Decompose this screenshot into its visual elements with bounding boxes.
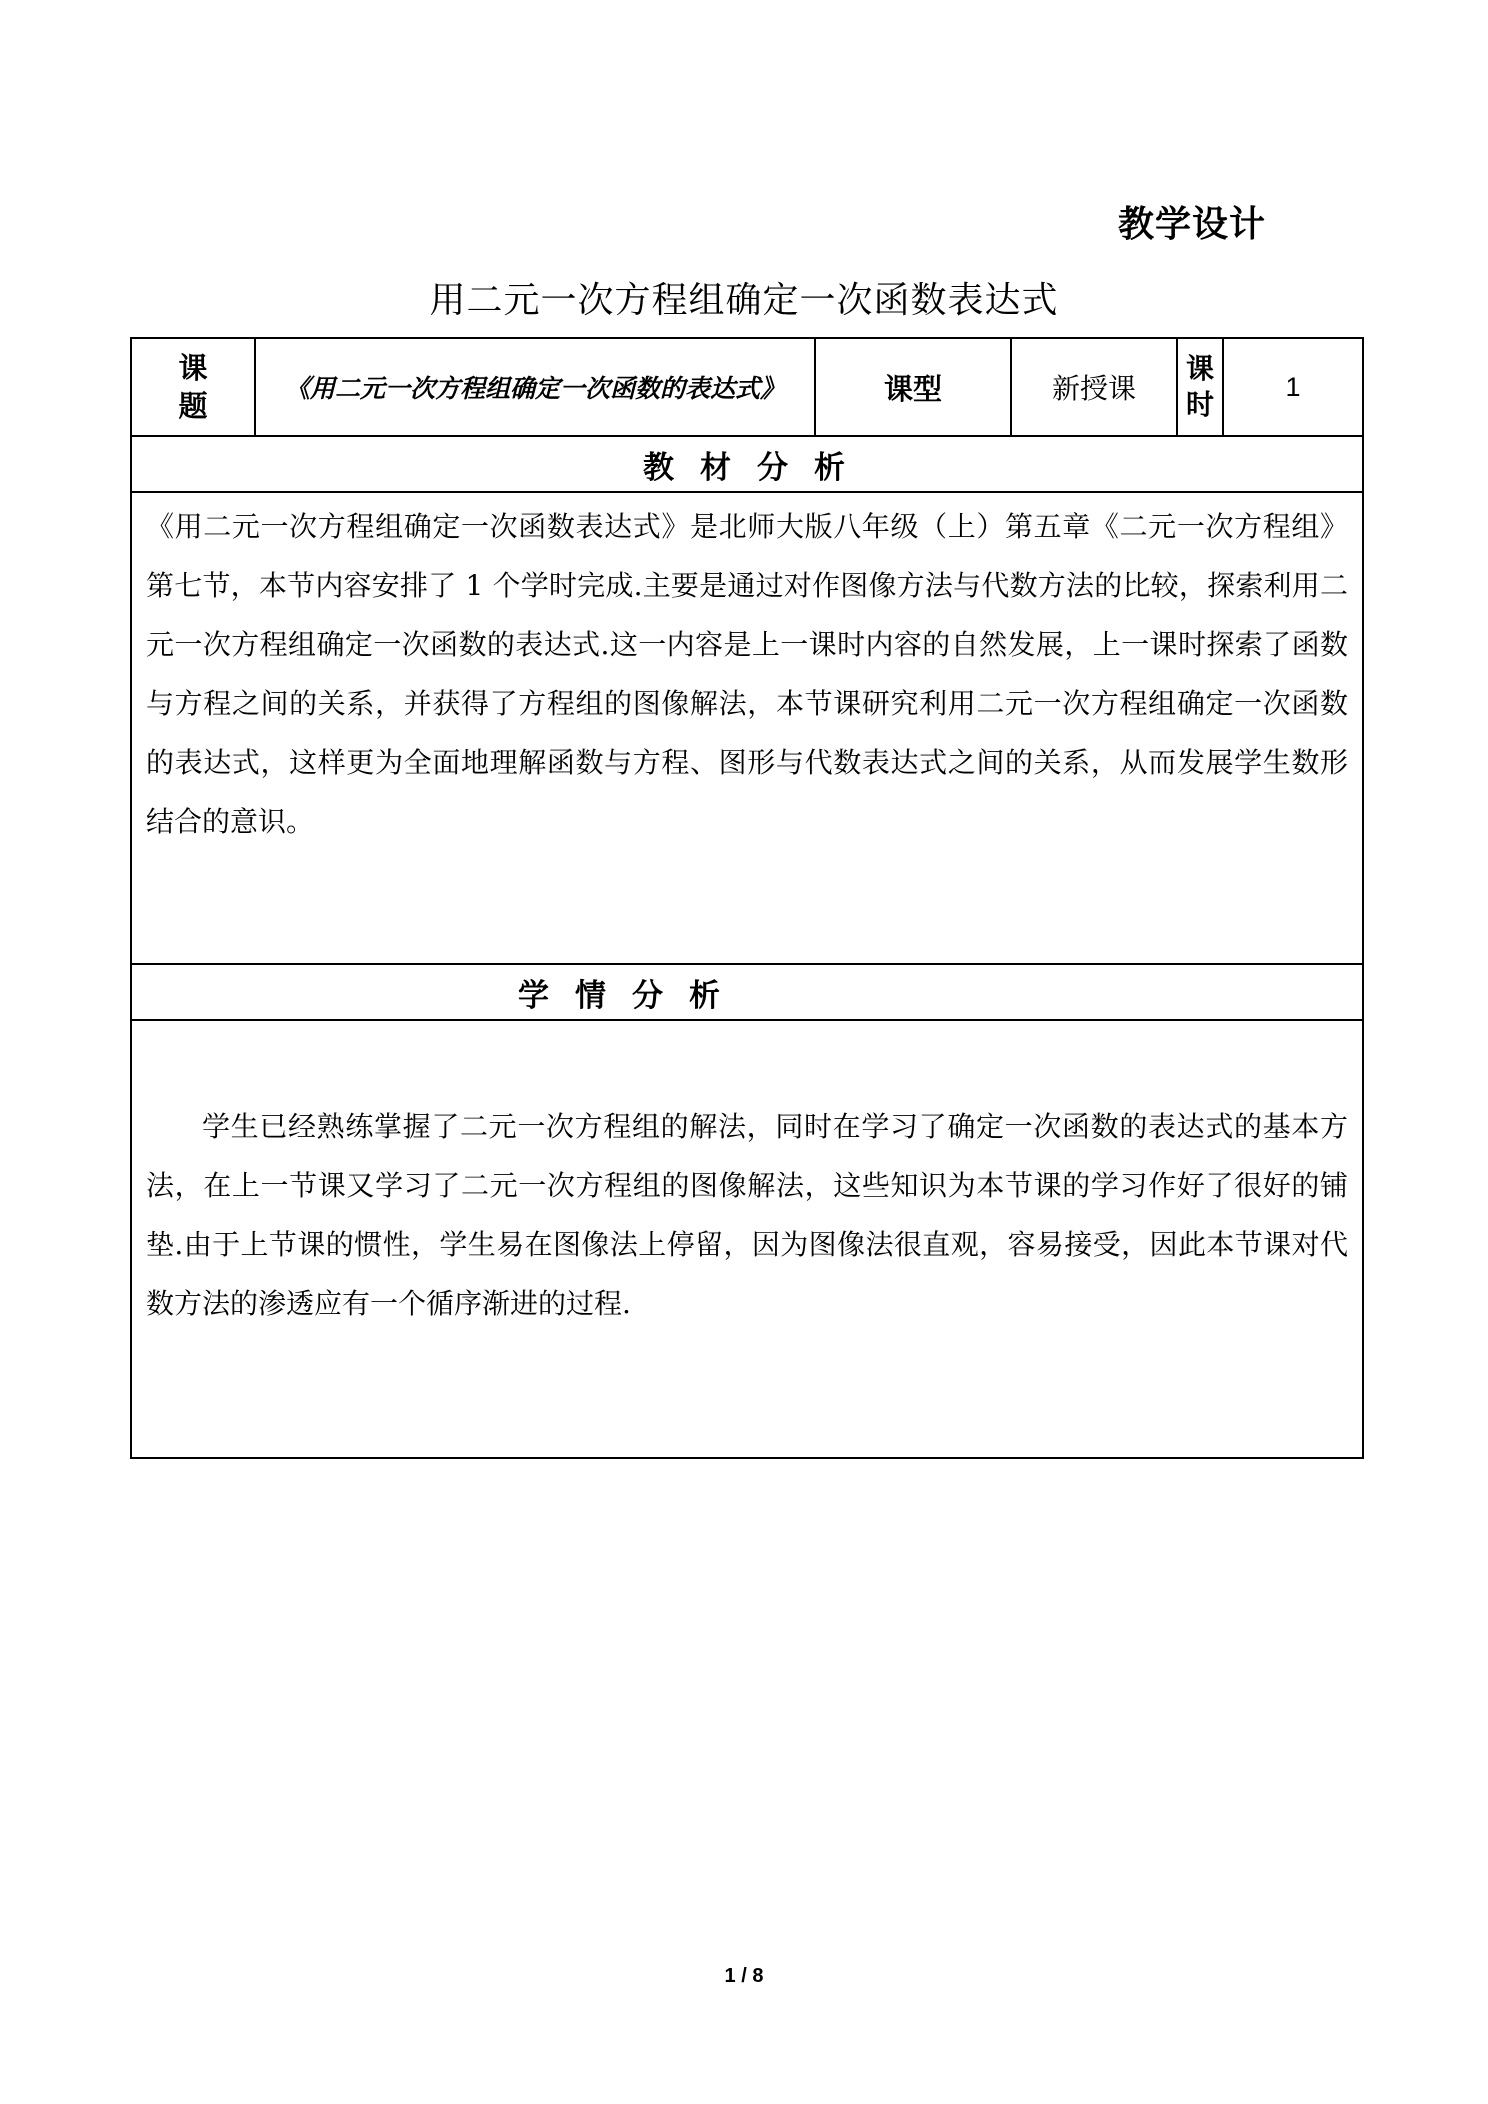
topic-label [132, 339, 256, 435]
class-hours-label [1178, 339, 1224, 435]
lesson-table [130, 337, 1364, 1459]
student-analysis-text: 学生已经熟练掌握了二元一次方程组的解法，同时在学习了确定一次函数的表达式的基本方法，在上一节课又学习了二元一次方程组的图像解法，这些知识为本节课的学习作好了很好的铺垫.由于上节课的惯性，学生易在图像法上停留，因为图像法很直观，容易接受，因此本节课对代数方法的渗透应有一个循序渐进的过程. [146, 1110, 1348, 1320]
topic-value: 《用二元一次方程组确定一次函数的表达式》 [256, 339, 816, 435]
lesson-info-row [132, 339, 1362, 437]
textbook-analysis-text: 《用二元一次方程组确定一次函数表达式》是北师大版八年级（上）第五章《二元一次方程组》第七节，本节内容安排了 1 个学时完成.主要是通过对作图像方法与代数方法的比较，探索利用二元一次方程组确定一次函数的表达式.这一内容是上一课时内容的自然发展，上一课时探索了函数与方程之间的关系，并获得了方程组的图像解法，本节课研究利用二元一次方程组确定一次函数的表达式，这样更为全面地理解函数与方程、图形与代数表达式之间的关系，从而发展学生数形结合的意识。 [146, 510, 1348, 838]
topic-label-text: 课 题 [178, 351, 208, 423]
class-hours-value: 1 [1285, 371, 1301, 402]
header-label: 教学设计 [1118, 204, 1267, 245]
textbook-analysis-heading: 教材分析 [132, 437, 1362, 493]
lesson-type-label: 课型 [816, 339, 1012, 435]
student-analysis-heading: 学情分析 [132, 963, 1362, 1021]
lesson-type-value: 新授课 [1012, 339, 1178, 435]
page-number: 1 / 8 [724, 1965, 764, 1987]
class-hours-label-text: 课 时 [1185, 352, 1214, 421]
document-title: 用二元一次方程组确定一次函数表达式 [429, 280, 1059, 321]
